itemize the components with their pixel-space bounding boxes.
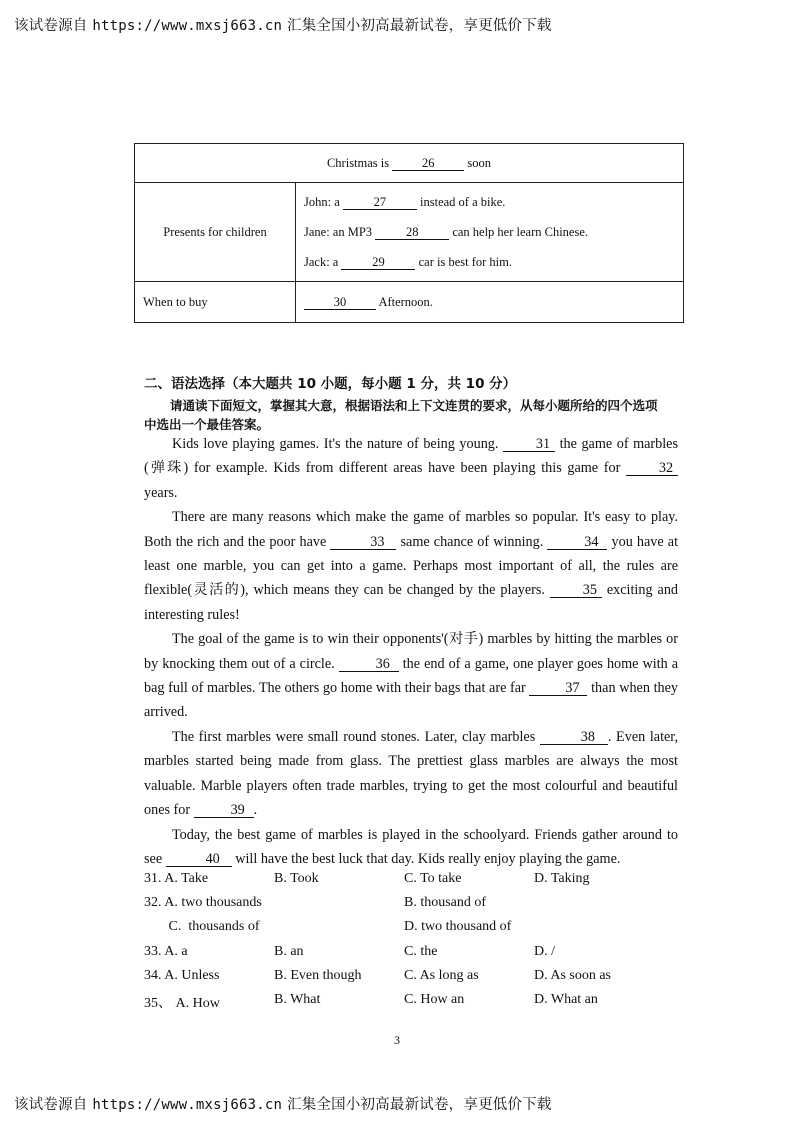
blank-29: 29 bbox=[341, 255, 415, 270]
banner-url[interactable]: https://www.mxsj663.cn bbox=[92, 18, 283, 34]
p4-text-c: . bbox=[253, 802, 258, 819]
presents-label: Presents for children bbox=[135, 183, 296, 282]
option-35-d: D. What an bbox=[534, 991, 598, 1007]
option-33-d: D. / bbox=[534, 943, 555, 959]
p2-text-a: There are many reasons which make the game of marbles so popular. It's easy to play. Both the rich and the poor have bbox=[144, 509, 678, 550]
jack-after: car is best for him. bbox=[418, 255, 512, 269]
p3-text-b: the end of a game, one player goes home with a bag full of marbles. The others go home with their bags that are far bbox=[144, 655, 679, 697]
jane-line bbox=[296, 217, 683, 247]
p2-text-d: exciting and interesting rules! bbox=[144, 582, 679, 623]
john-after: instead of a bike. bbox=[420, 195, 506, 209]
instructions-line-1: 请通读下面短文，掌握其大意，根据语法和上下文连贯的要求，从每小题所给的四个选项 bbox=[170, 398, 658, 413]
options-34 bbox=[144, 968, 684, 992]
option-35-a: 35、 A. How bbox=[144, 995, 220, 1011]
paragraph-3 bbox=[144, 627, 678, 725]
banner-suffix: 汇集全国小初高最新试卷，享更低价下载 bbox=[286, 18, 552, 34]
option-34-c: C. As long as bbox=[404, 967, 479, 983]
option-31-d: D. Taking bbox=[534, 871, 590, 886]
instructions-line-2: 中选出一个最佳答案。 bbox=[144, 417, 270, 432]
row1-text: Christmas is bbox=[326, 155, 390, 170]
p2-text-b: same chance of winning. bbox=[400, 533, 544, 550]
blank-30: 30 bbox=[304, 295, 376, 310]
p3-text-a: The goal of the game is to win their opponents'(对手) marbles by hitting the marbles or by knocking them out of a circle. bbox=[144, 631, 678, 672]
page-number: 3 bbox=[394, 1033, 400, 1047]
options-32-row2 bbox=[144, 919, 684, 943]
blank-27: 27 bbox=[343, 195, 417, 210]
answer-options bbox=[144, 871, 684, 1016]
option-32-a: 32. A. two thousands bbox=[144, 895, 262, 911]
option-33-a: 33. A. a bbox=[144, 943, 188, 959]
option-31-b: B. Took bbox=[274, 871, 319, 886]
paragraph-1 bbox=[144, 432, 678, 505]
banner-url[interactable]: https://www.mxsj663.cn bbox=[92, 1097, 283, 1113]
blank-32: 32 bbox=[626, 461, 678, 476]
paragraph-5 bbox=[144, 823, 678, 872]
row1-after: soon bbox=[467, 155, 492, 170]
jane-after: can help her learn Chinese. bbox=[452, 225, 589, 239]
paragraph-4 bbox=[144, 725, 678, 823]
jack-line bbox=[296, 247, 683, 277]
source-banner-bottom bbox=[14, 1093, 552, 1114]
when-after: Afternoon. bbox=[378, 294, 433, 309]
option-35-c: C. How an bbox=[404, 991, 465, 1007]
blank-26: 26 bbox=[392, 156, 464, 171]
p1-text-a: Kids love playing games. It's the nature of being young. bbox=[172, 436, 499, 452]
blank-37: 37 bbox=[529, 681, 587, 696]
options-35 bbox=[144, 992, 684, 1016]
source-banner-top bbox=[14, 14, 552, 35]
option-32-c: C. thousands of bbox=[144, 919, 260, 935]
p5-text-a: Today, the best game of marbles is played in the schoolyard. Friends gather around to see bbox=[144, 826, 678, 867]
section-instructions bbox=[144, 396, 684, 434]
blank-34: 34 bbox=[547, 535, 607, 550]
option-34-a: 34. A. Unless bbox=[144, 967, 220, 983]
banner-prefix: 该试卷源自 bbox=[14, 18, 88, 34]
banner-prefix: 该试卷源自 bbox=[14, 1097, 88, 1113]
option-34-d: D. As soon as bbox=[534, 967, 612, 983]
options-31 bbox=[144, 871, 684, 895]
option-32-b: B. thousand of bbox=[404, 895, 487, 911]
banner-suffix: 汇集全国小初高最新试卷，享更低价下载 bbox=[286, 1097, 552, 1113]
john-line bbox=[296, 187, 683, 217]
option-34-b: B. Even though bbox=[274, 967, 362, 983]
jack-text: Jack: a bbox=[304, 255, 339, 269]
blank-36: 36 bbox=[339, 657, 399, 672]
p1-text-b: the game of marbles (弹珠) for example. Kids from different areas have been playing this game for bbox=[144, 436, 679, 477]
blank-39: 39 bbox=[194, 803, 254, 818]
christmas-row bbox=[135, 144, 684, 183]
p4-text-b: . Even later, marbles started being made from glass. The prettiest glass marbles are always the most valuable. Marble players often trade marbles, trying to get the most colourful and beautiful ones for bbox=[144, 728, 679, 819]
option-35-b: B. What bbox=[274, 991, 321, 1007]
options-33 bbox=[144, 944, 684, 968]
when-cell bbox=[296, 282, 684, 323]
jane-text: Jane: an MP3 bbox=[304, 225, 373, 239]
option-32-d: D. two thousand of bbox=[404, 919, 512, 935]
p2-text-c: you have at least one marble, you can get into a game. Perhaps most important of all, the rules are flexible(灵活的), which means they can be changed by the players. bbox=[144, 533, 679, 599]
option-31-c: C. To take bbox=[404, 871, 462, 886]
p3-text-c: than when they arrived. bbox=[144, 680, 679, 721]
listening-notes-table bbox=[134, 143, 684, 323]
blank-35: 35 bbox=[550, 583, 602, 598]
paragraph-2 bbox=[144, 505, 678, 627]
reading-passage bbox=[144, 432, 678, 871]
p5-text-b: will have the best luck that day. Kids really enjoy playing the game. bbox=[235, 850, 621, 867]
option-33-c: C. the bbox=[404, 943, 438, 959]
p4-text-a: The first marbles were small round stones. Later, clay marbles bbox=[172, 728, 536, 745]
p1-text-c: years. bbox=[144, 484, 178, 501]
blank-40: 40 bbox=[166, 852, 232, 867]
john-text: John: a bbox=[304, 195, 340, 209]
blank-33: 33 bbox=[330, 535, 396, 550]
option-33-b: B. an bbox=[274, 943, 304, 959]
blank-38: 38 bbox=[540, 730, 608, 745]
options-32-row1 bbox=[144, 895, 684, 919]
section-title: 二、语法选择（本大题共 10 小题，每小题 1 分，共 10 分） bbox=[144, 376, 517, 392]
option-31-a: 31. A. Take bbox=[144, 871, 209, 886]
when-label: When to buy bbox=[135, 282, 296, 323]
blank-28: 28 bbox=[375, 225, 449, 240]
blank-31: 31 bbox=[503, 437, 555, 452]
presents-cell bbox=[296, 183, 684, 282]
